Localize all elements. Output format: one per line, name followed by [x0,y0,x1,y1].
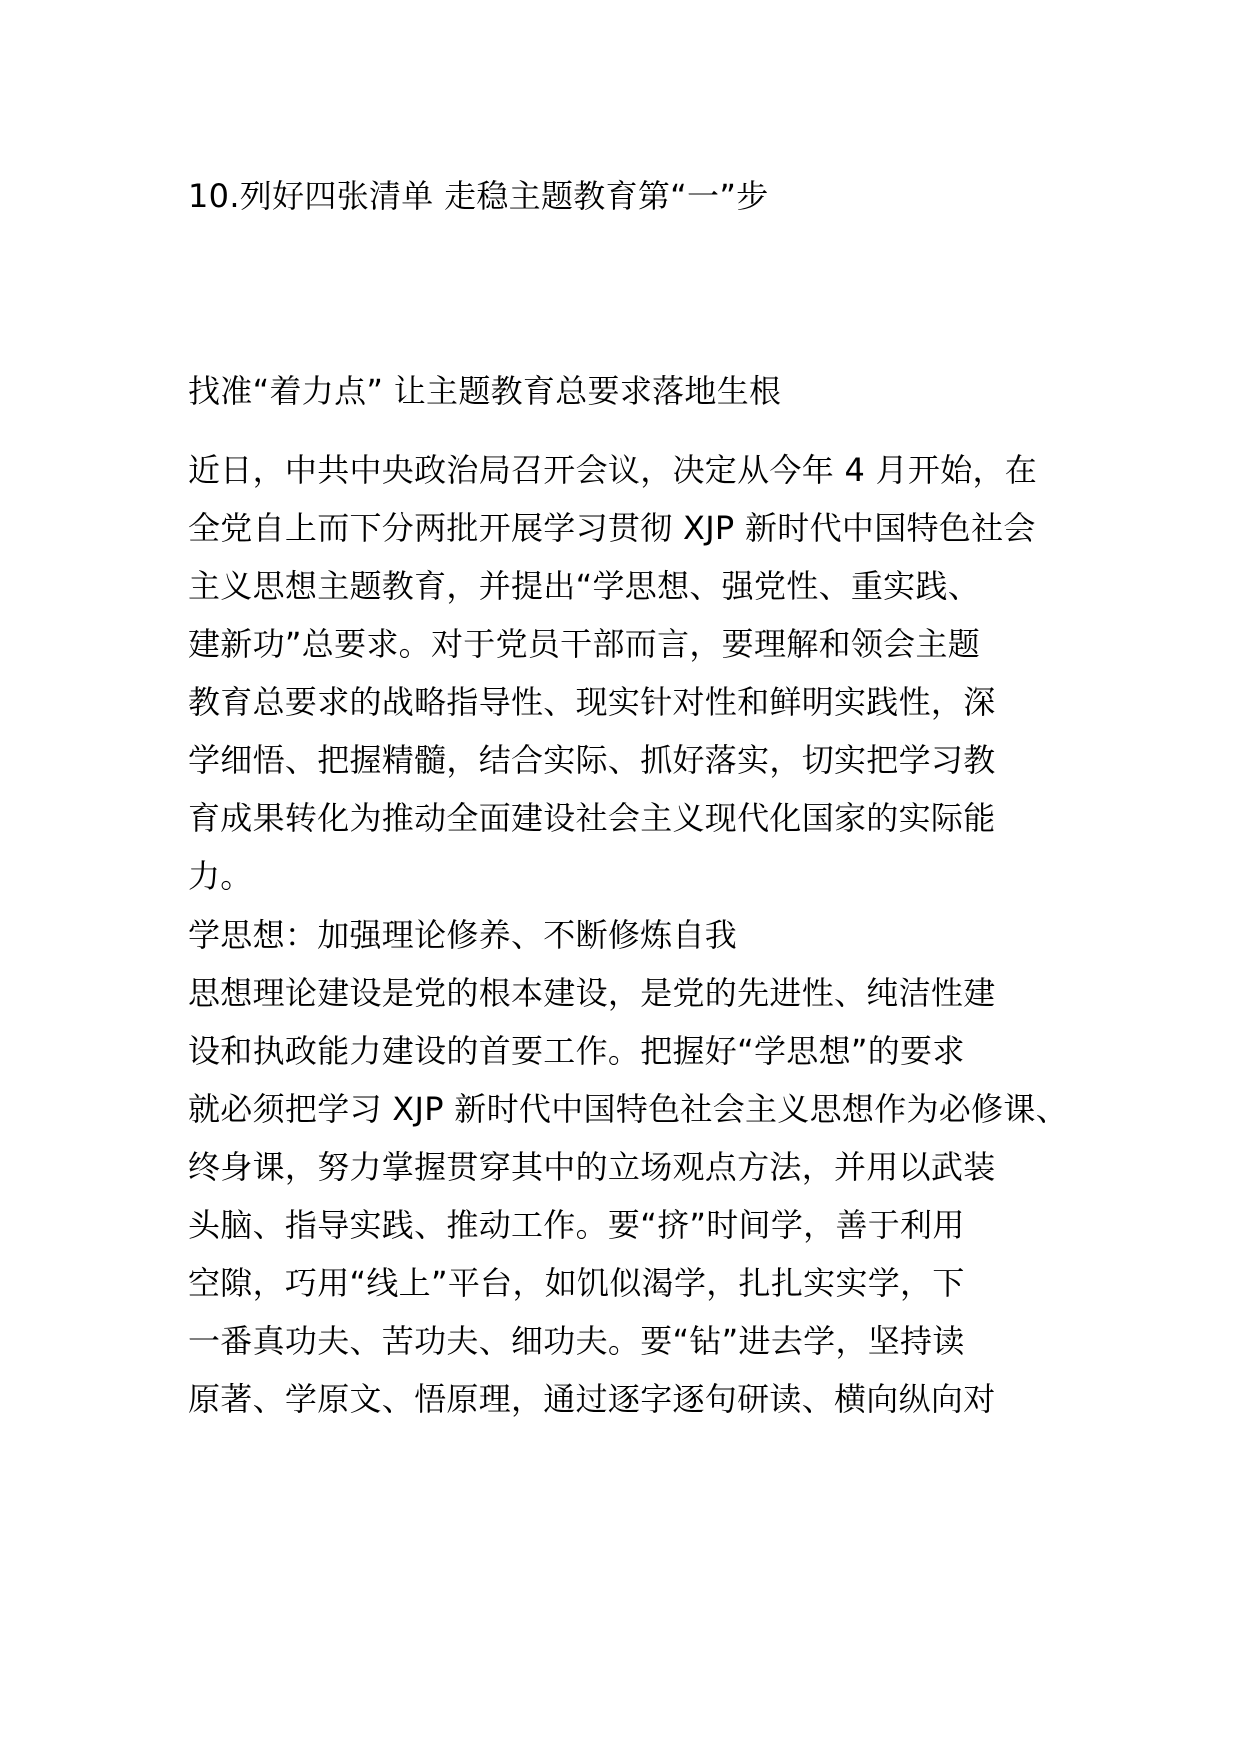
document-subtitle: 找准“着力点” 让主题教育总要求落地生根 [188,372,782,410]
paragraph-line: 建新功”总要求。对于党员干部而言，要理解和领会主题 [188,625,981,663]
paragraph-line: 就必须把学习 XJP 新时代中国特色社会主义思想作为必修课、 [188,1090,1069,1128]
paragraph-line: 力。 [188,857,253,895]
paragraph-line: 学细悟、把握精髓，结合实际、抓好落实，切实把学习教 [188,741,996,779]
paragraph-line: 空隙，巧用“线上”平台，如饥似渴学，扎扎实实学，下 [188,1264,965,1302]
paragraph-line: 一番真功夫、苦功夫、细功夫。要“钻”进去学，坚持读 [188,1322,965,1360]
section-heading: 学思想：加强理论修养、不断修炼自我 [188,916,738,954]
paragraph-line: 近日，中共中央政治局召开会议，决定从今年 4 月开始，在 [188,451,1038,489]
paragraph-line: 设和执政能力建设的首要工作。把握好“学思想”的要求 [188,1032,965,1070]
paragraph-line: 思想理论建设是党的根本建设，是党的先进性、纯洁性建 [188,974,996,1012]
paragraph-line: 头脑、指导实践、推动工作。要“挤”时间学，善于利用 [188,1206,965,1244]
document-title: 10.列好四张清单 走稳主题教育第“一”步 [188,177,769,215]
paragraph-line: 终身课，努力掌握贯穿其中的立场观点方法，并用以武装 [188,1148,996,1186]
paragraph-line: 全党自上而下分两批开展学习贯彻 XJP 新时代中国特色社会 [188,509,1036,547]
paragraph-line: 原著、学原文、悟原理，通过逐字逐句研读、横向纵向对 [188,1380,996,1418]
paragraph-line: 主义思想主题教育，并提出“学思想、强党性、重实践、 [188,567,981,605]
paragraph-line: 育成果转化为推动全面建设社会主义现代化国家的实际能 [188,799,996,837]
paragraph-line: 教育总要求的战略指导性、现实针对性和鲜明实践性，深 [188,683,996,721]
